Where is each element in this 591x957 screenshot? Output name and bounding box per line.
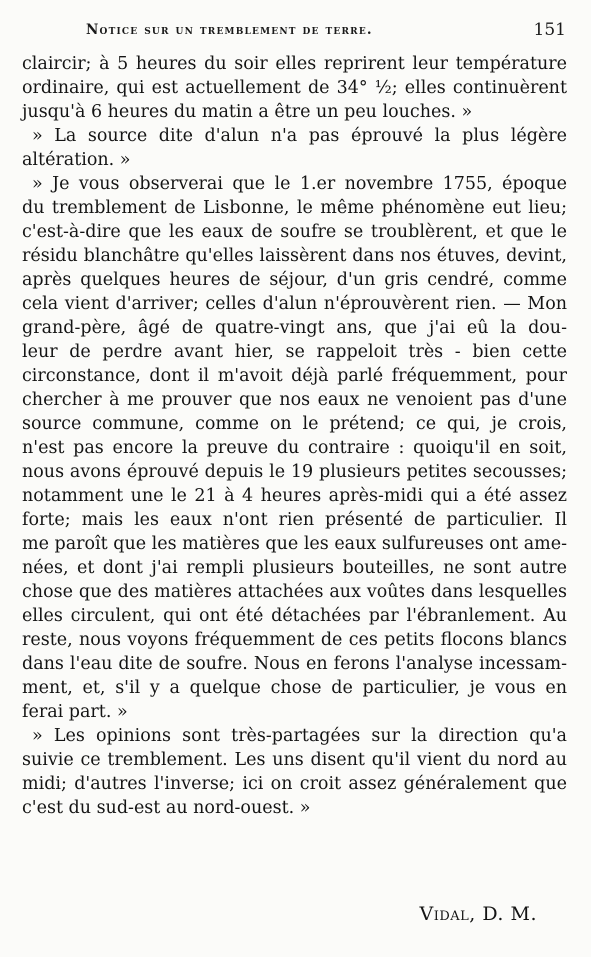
text-line: ordinaire, qui est actuellement de 34° ½; elles continuèrent (22, 78, 567, 98)
text-line: chose que des matières attachées aux voûtes dans lesquelles (22, 582, 567, 602)
text-line: chercher à me prouver que nos eaux ne venoient pas d'une (22, 390, 567, 410)
running-head: Notice sur un tremblement de terre. (86, 22, 373, 38)
author-signature (419, 903, 537, 925)
text-line: me paroît que les matières que les eaux sulfureuses ont ame- (22, 534, 567, 554)
text-line: claircir; à 5 heures du soir elles reprirent leur température (22, 54, 567, 74)
text-line: c'est-à-dire que les eaux de soufre se troublèrent, et que le (22, 222, 567, 242)
text-line: notamment une le 21 à 4 heures après-midi qui a été assez (22, 486, 567, 506)
text-line: altération. » (22, 150, 131, 170)
page-header (86, 22, 566, 44)
author-name: Vidal (419, 903, 470, 925)
body-text (22, 52, 567, 820)
text-line: nées, et dont j'ai rempli plusieurs bouteilles, ne sont autre (22, 558, 567, 578)
text-line: grand-père, âgé de quatre-vingt ans, que j'ai eû la dou- (22, 318, 567, 338)
text-line: après quelques heures de séjour, d'un gris cendré, comme (22, 270, 567, 290)
text-line: leur de perdre avant hier, se rappeloit très - bien cette (22, 342, 567, 362)
text-line: jusqu'à 6 heures du matin a être un peu louches. » (22, 102, 473, 122)
text-line: » Les opinions sont très-partagées sur la direction qu'a (32, 726, 567, 746)
page-number: 151 (533, 20, 566, 40)
text-line: ment, et, s'il y a quelque chose de particulier, je vous en (22, 678, 567, 698)
text-line: circonstance, dont il m'avoit déjà parlé fréquemment, pour (22, 366, 567, 386)
text-line: » La source dite d'alun n'a pas éprouvé la plus légère (32, 126, 567, 146)
text-line: cela vient d'arriver; celles d'alun n'éprouvèrent rien. — Mon (22, 294, 567, 314)
text-line: midi; d'autres l'inverse; ici on croit assez généralement que (22, 774, 567, 794)
text-line: n'est pas encore la preuve du contraire : quoiqu'il en soit, (22, 438, 567, 458)
text-line: ferai part. » (22, 702, 128, 722)
text-line: nous avons éprouvé depuis le 19 plusieurs petites secousses; (22, 462, 567, 482)
author-title: , D. M. (469, 903, 537, 925)
text-line: suivie ce tremblement. Les uns disent qu'il vient du nord au (22, 750, 567, 770)
text-line: c'est du sud-est au nord-ouest. » (22, 798, 311, 818)
text-line: elles circulent, qui ont été détachées par l'ébranlement. Au (22, 606, 567, 626)
text-line: forte; mais les eaux n'ont rien présenté de particulier. Il (22, 510, 567, 530)
text-line: reste, nous voyons fréquemment de ces petits flocons blancs (22, 630, 567, 650)
text-line: source commune, comme on le prétend; ce qui, je crois, (22, 414, 567, 434)
text-line: du tremblement de Lisbonne, le même phénomène eut lieu; (22, 198, 567, 218)
text-line: » Je vous observerai que le 1.er novembre 1755, époque (32, 174, 567, 194)
text-line: dans l'eau dite de soufre. Nous en ferons l'analyse incessam- (22, 654, 567, 674)
text-line: résidu blanchâtre qu'elles laissèrent dans nos étuves, devint, (22, 246, 567, 266)
